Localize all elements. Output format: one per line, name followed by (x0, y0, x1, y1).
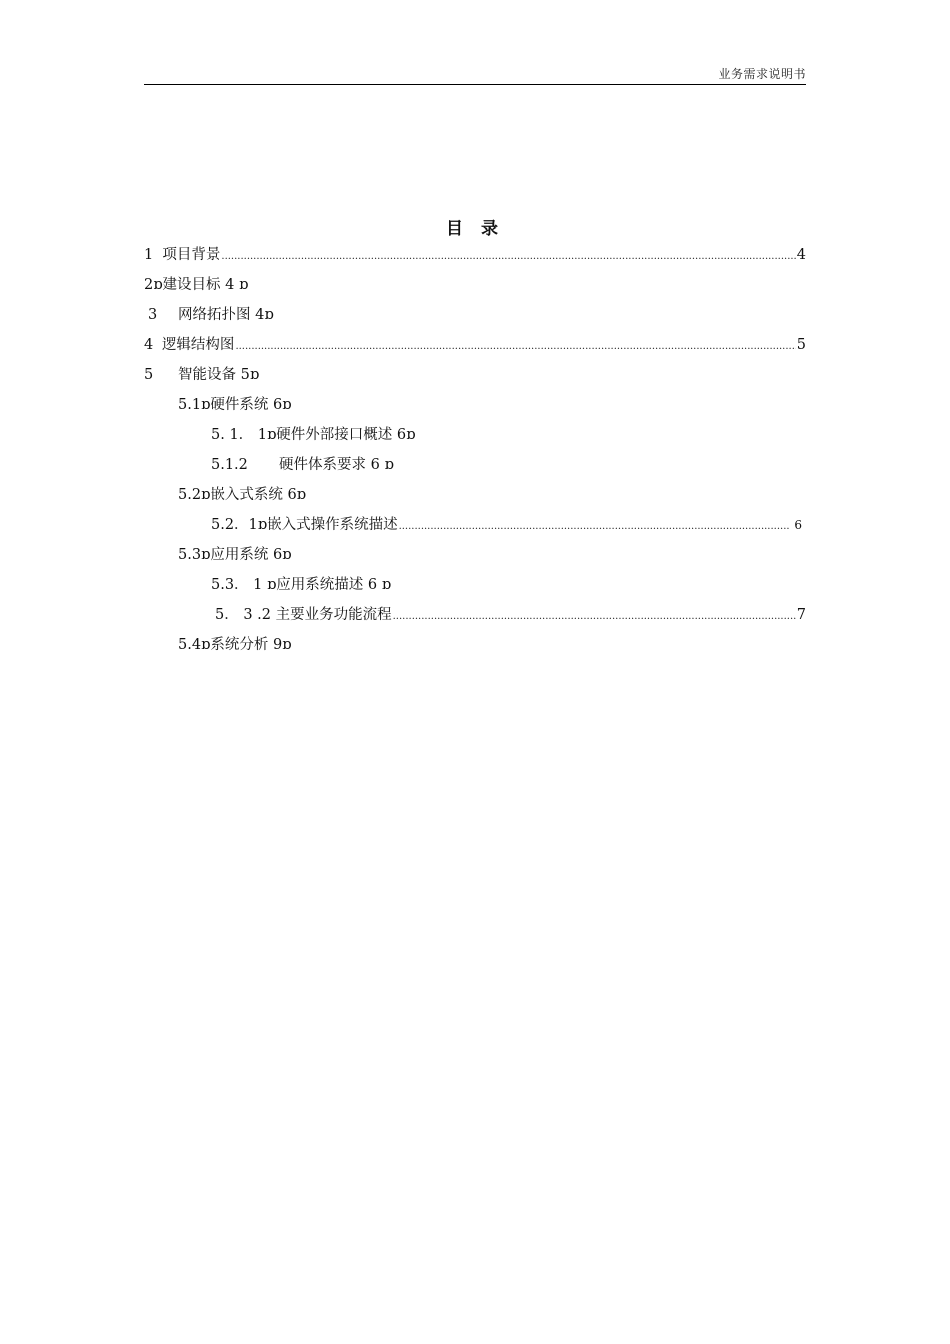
toc-entry-label: 5.3ɒ应用系统 6ɒ (178, 547, 292, 563)
toc-entry-5-2-1[interactable] (211, 514, 802, 536)
toc-entry-5-3[interactable] (178, 544, 291, 566)
toc-entry-page: 5 (796, 337, 806, 353)
header-doc-title: 业务需求说明书 (718, 67, 806, 81)
toc-entry-label: 5.3． 1 ɒ应用系统描述 6 ɒ (211, 577, 392, 593)
toc-entry-label: 5.1ɒ硬件系统 6ɒ (178, 397, 292, 413)
toc-leader-dots (393, 606, 796, 628)
toc-entry-3[interactable] (148, 304, 274, 326)
toc-entry-4[interactable] (144, 334, 806, 356)
toc-entry-label: 逻辑结构图 (161, 337, 235, 353)
toc-entry-label: 2ɒ建设目标 4 ɒ (144, 277, 249, 293)
toc-entry-label: 智能设备 5ɒ (178, 367, 260, 383)
toc-entry-1[interactable] (144, 244, 806, 266)
toc-entry-5-1-2[interactable] (211, 454, 394, 476)
toc-entry-number: 3 (148, 307, 158, 323)
toc-entry-label: 项目背景 (162, 247, 221, 263)
toc-title: 目 录 (446, 219, 504, 239)
toc-entry-number: 5.1.2 (211, 457, 248, 473)
toc-entry-5-3-1[interactable] (211, 574, 391, 596)
toc-entry-label: 5. 1． 1ɒ硬件外部接口概述 6ɒ (211, 427, 416, 443)
toc-entry-2[interactable] (144, 274, 248, 296)
toc-entry-number: 5 (144, 367, 154, 383)
toc-entry-page: 4 (796, 247, 806, 263)
toc-entry-number: 4 (144, 337, 154, 353)
toc-entry-label: 5.4ɒ系统分析 9ɒ (178, 637, 292, 653)
toc-entry-5-2[interactable] (178, 484, 306, 506)
toc-entry-label: 硬件体系要求 6 ɒ (279, 457, 394, 473)
toc-entry-label: 5.2．1ɒ嵌入式操作系统描述 (211, 517, 398, 533)
toc-entry-label: 5.2ɒ嵌入式系统 6ɒ (178, 487, 306, 503)
toc-leader-dots (221, 246, 795, 268)
toc-entry-5-3-2[interactable] (215, 604, 806, 626)
toc-entry-label: 网络拓扑图 4ɒ (178, 307, 274, 323)
toc-entry-5-1[interactable] (178, 394, 291, 416)
toc-entry-5[interactable] (144, 364, 259, 386)
toc-entry-5-4[interactable] (178, 634, 291, 656)
toc-leader-dots (399, 516, 790, 538)
toc-entry-label: 5． 3 .2 主要业务功能流程 (215, 607, 392, 623)
page-header (144, 66, 806, 85)
toc-entry-page: 6 (794, 518, 802, 532)
toc-leader-dots (235, 336, 795, 358)
toc-entry-number: 1 (144, 247, 154, 263)
toc-entry-5-1-1[interactable] (211, 424, 415, 446)
toc-entry-page: 7 (796, 607, 806, 623)
